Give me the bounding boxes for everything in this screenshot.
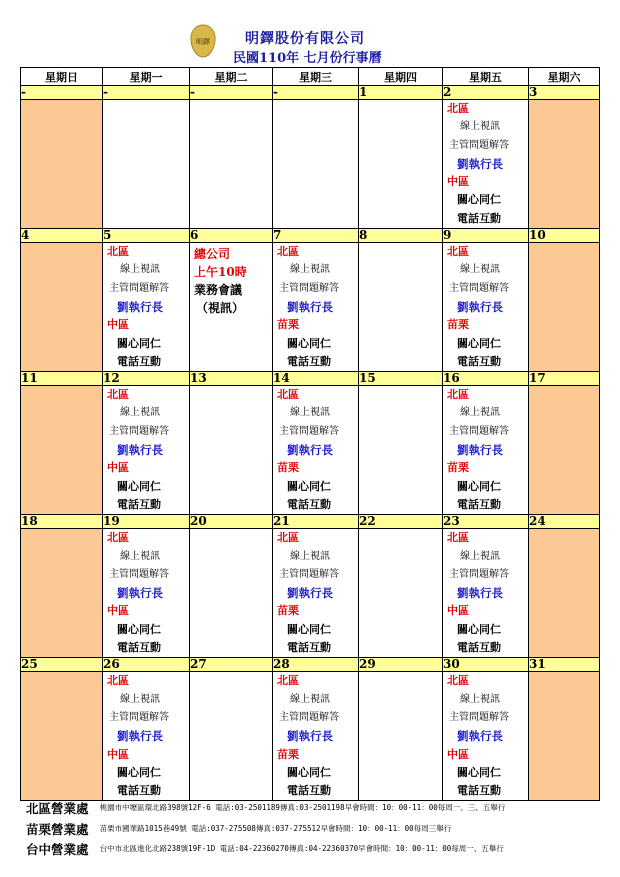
qa-label: 主管問題解答: [449, 282, 509, 294]
day-cell: [359, 672, 443, 801]
qa-label: 主管問題解答: [109, 425, 169, 437]
region-central-label: 中區: [447, 175, 469, 189]
region-north-label: 北區: [447, 245, 469, 259]
care-label: 關心同仁: [457, 336, 501, 350]
phone-label: 電話互動: [457, 211, 501, 225]
day-cell: [273, 672, 359, 801]
meeting-format: （視訊）: [196, 301, 245, 316]
event-block: [103, 672, 189, 800]
care-label: 關心同仁: [287, 336, 331, 350]
online-video-label: 線上視訊: [120, 407, 160, 419]
date-number: 2: [443, 86, 529, 100]
care-label: 關心同仁: [457, 193, 501, 207]
executive-label: 劉執行長: [457, 299, 503, 314]
day-cell: [190, 529, 273, 658]
footer-office-north: [26, 797, 505, 817]
phone-label: 電話互動: [117, 641, 161, 655]
header: [0, 0, 620, 66]
day-cell: [273, 243, 359, 372]
day-cell: [273, 386, 359, 515]
region-north-label: 北區: [277, 531, 299, 545]
date-number: 24: [529, 515, 600, 529]
day-cell: [103, 529, 190, 658]
qa-label: 主管問題解答: [449, 568, 509, 580]
date-number: -: [21, 86, 103, 100]
svg-text:明鐸: 明鐸: [196, 38, 210, 46]
qa-label: 主管問題解答: [279, 711, 339, 723]
day-cell: [103, 100, 190, 229]
day-cell: [443, 672, 529, 801]
day-cell: [21, 672, 103, 801]
region-north-label: 北區: [447, 674, 469, 688]
online-video-label: 線上視訊: [290, 550, 330, 562]
hq-meeting-block: [190, 243, 272, 317]
date-number: 19: [103, 515, 190, 529]
region-north-label: 北區: [277, 674, 299, 688]
date-number: 29: [359, 658, 443, 672]
date-number: 10: [529, 229, 600, 243]
date-number: 31: [529, 658, 600, 672]
phone-label: 電話互動: [117, 784, 161, 798]
office-name: 苗栗營業處: [26, 821, 89, 837]
event-block: [103, 243, 189, 371]
date-row: [21, 86, 600, 100]
weekday-sat: 星期六: [529, 68, 600, 86]
day-cell: [529, 243, 600, 372]
weekday-wed: 星期三: [273, 68, 359, 86]
day-cell: [103, 386, 190, 515]
qa-label: 主管問題解答: [109, 711, 169, 723]
date-number: 9: [443, 229, 529, 243]
date-number: 8: [359, 229, 443, 243]
executive-label: 劉執行長: [287, 729, 333, 744]
date-number: 12: [103, 372, 190, 386]
region-miaoli-label: 苗栗: [447, 318, 469, 332]
date-number: 26: [103, 658, 190, 672]
executive-label: 劉執行長: [117, 443, 163, 458]
region-central-label: 中區: [447, 604, 469, 618]
phone-label: 電話互動: [457, 354, 501, 368]
calendar-table: [20, 67, 600, 801]
care-label: 關心同仁: [117, 765, 161, 779]
day-cell: [190, 100, 273, 229]
date-row: [21, 658, 600, 672]
online-video-label: 線上視訊: [460, 550, 500, 562]
hq-label: 總公司: [194, 247, 231, 262]
phone-label: 電話互動: [287, 784, 331, 798]
day-cell: [529, 386, 600, 515]
day-cell: [103, 243, 190, 372]
week-body-row: [21, 243, 600, 372]
qa-label: 主管問題解答: [449, 139, 509, 151]
online-video-label: 線上視訊: [120, 550, 160, 562]
office-info: 苗栗市國華路1015巷49號 電話:037-275508傳真:037-275512早會時間：10：00-11：00每周三舉行: [99, 824, 452, 833]
executive-label: 劉執行長: [117, 729, 163, 744]
date-number: 20: [190, 515, 273, 529]
date-number: 21: [273, 515, 359, 529]
company-name: 明鐸股份有限公司: [245, 31, 365, 47]
day-cell: [359, 100, 443, 229]
week-body-row: [21, 529, 600, 658]
qa-label: 主管問題解答: [279, 568, 339, 580]
executive-label: 劉執行長: [117, 586, 163, 601]
meeting-time: 上午10時: [194, 265, 247, 280]
region-north-label: 北區: [107, 245, 129, 259]
date-number: 14: [273, 372, 359, 386]
region-north-label: 北區: [277, 245, 299, 259]
day-cell: [529, 100, 600, 229]
date-number: 7: [273, 229, 359, 243]
event-block: [443, 529, 528, 657]
date-number: -: [190, 86, 273, 100]
event-block: [273, 529, 358, 657]
phone-label: 電話互動: [457, 784, 501, 798]
day-cell: [273, 529, 359, 658]
day-cell: [443, 386, 529, 515]
day-cell: [359, 529, 443, 658]
date-number: 16: [443, 372, 529, 386]
executive-label: 劉執行長: [457, 156, 503, 171]
executive-label: 劉執行長: [457, 586, 503, 601]
day-cell: [21, 529, 103, 658]
care-label: 關心同仁: [117, 622, 161, 636]
online-video-label: 線上視訊: [460, 407, 500, 419]
date-number: 22: [359, 515, 443, 529]
online-video-label: 線上視訊: [460, 264, 500, 276]
day-cell: [21, 243, 103, 372]
online-video-label: 線上視訊: [290, 264, 330, 276]
office-info: 台中市北區進化北路238號19F-1D 電話:04-22360270傳真:04-22360370早會時間：10：00-11：00每周一、五舉行: [99, 844, 504, 853]
date-number: 1: [359, 86, 443, 100]
region-central-label: 中區: [107, 604, 129, 618]
event-block: [443, 386, 528, 514]
date-number: 5: [103, 229, 190, 243]
date-number: 17: [529, 372, 600, 386]
online-video-label: 線上視訊: [120, 693, 160, 705]
week-body-row: [21, 672, 600, 801]
region-north-label: 北區: [107, 674, 129, 688]
event-block: [443, 243, 528, 371]
date-row: [21, 515, 600, 529]
care-label: 關心同仁: [457, 479, 501, 493]
day-cell: [359, 243, 443, 372]
executive-label: 劉執行長: [287, 586, 333, 601]
care-label: 關心同仁: [457, 622, 501, 636]
care-label: 關心同仁: [117, 479, 161, 493]
online-video-label: 線上視訊: [460, 121, 500, 133]
executive-label: 劉執行長: [287, 299, 333, 314]
day-cell: [103, 672, 190, 801]
date-number: 11: [21, 372, 103, 386]
date-number: 28: [273, 658, 359, 672]
phone-label: 電話互動: [287, 497, 331, 511]
region-miaoli-label: 苗栗: [277, 747, 299, 761]
executive-label: 劉執行長: [457, 729, 503, 744]
region-miaoli-label: 苗栗: [277, 461, 299, 475]
qa-label: 主管問題解答: [279, 425, 339, 437]
phone-label: 電話互動: [457, 497, 501, 511]
qa-label: 主管問題解答: [449, 711, 509, 723]
day-cell: [529, 529, 600, 658]
weekday-mon: 星期一: [103, 68, 190, 86]
executive-label: 劉執行長: [457, 443, 503, 458]
region-central-label: 中區: [107, 461, 129, 475]
day-cell: [190, 386, 273, 515]
care-label: 關心同仁: [287, 479, 331, 493]
qa-label: 主管問題解答: [279, 282, 339, 294]
region-central-label: 中區: [107, 747, 129, 761]
day-cell: [190, 243, 273, 372]
date-row: [21, 372, 600, 386]
care-label: 關心同仁: [117, 336, 161, 350]
event-block: [273, 672, 358, 800]
region-north-label: 北區: [447, 388, 469, 402]
calendar-title: 民國110年 七月份行事曆: [233, 51, 382, 66]
qa-label: 主管問題解答: [109, 568, 169, 580]
phone-label: 電話互動: [287, 354, 331, 368]
day-cell: [359, 386, 443, 515]
phone-label: 電話互動: [117, 497, 161, 511]
event-block: [103, 529, 189, 657]
region-miaoli-label: 苗栗: [447, 461, 469, 475]
date-number: 4: [21, 229, 103, 243]
company-logo-icon: [189, 24, 217, 58]
executive-label: 劉執行長: [117, 299, 163, 314]
region-north-label: 北區: [277, 388, 299, 402]
weekday-fri: 星期五: [443, 68, 529, 86]
meeting-name: 業務會議: [194, 283, 243, 298]
date-number: 23: [443, 515, 529, 529]
week-body-row: [21, 100, 600, 229]
online-video-label: 線上視訊: [290, 693, 330, 705]
date-number: 3: [529, 86, 600, 100]
care-label: 關心同仁: [287, 765, 331, 779]
day-cell: [443, 243, 529, 372]
date-number: -: [273, 86, 359, 100]
region-north-label: 北區: [447, 102, 469, 115]
region-miaoli-label: 苗栗: [277, 318, 299, 332]
region-central-label: 中區: [447, 747, 469, 761]
date-number: -: [103, 86, 190, 100]
day-cell: [273, 100, 359, 229]
executive-label: 劉執行長: [287, 443, 333, 458]
event-block: [443, 672, 528, 800]
day-cell: [21, 100, 103, 229]
footer-office-taichung: [26, 838, 504, 858]
date-row: [21, 229, 600, 243]
date-number: 6: [190, 229, 273, 243]
date-number: 18: [21, 515, 103, 529]
footer-office-miaoli: [26, 818, 451, 838]
phone-label: 電話互動: [287, 641, 331, 655]
date-number: 25: [21, 658, 103, 672]
weekday-thu: 星期四: [359, 68, 443, 86]
region-north-label: 北區: [447, 531, 469, 545]
qa-label: 主管問題解答: [109, 282, 169, 294]
date-number: 13: [190, 372, 273, 386]
office-name: 北區營業處: [26, 800, 89, 816]
date-number: 30: [443, 658, 529, 672]
region-north-label: 北區: [107, 388, 129, 402]
weekday-header-row: [21, 68, 600, 86]
phone-label: 電話互動: [117, 354, 161, 368]
office-info: 桃園市中壢區環北路398號12F-6 電話:03-2501189傳真:03-2501198早會時間：10：00-11：00每周一、三、五舉行: [99, 803, 506, 812]
phone-label: 電話互動: [457, 641, 501, 655]
online-video-label: 線上視訊: [290, 407, 330, 419]
day-cell: [443, 529, 529, 658]
weekday-tue: 星期二: [190, 68, 273, 86]
day-cell: [190, 672, 273, 801]
date-number: 27: [190, 658, 273, 672]
event-block: [103, 386, 189, 514]
week-body-row: [21, 386, 600, 515]
region-north-label: 北區: [107, 531, 129, 545]
care-label: 關心同仁: [287, 622, 331, 636]
event-block: [443, 100, 528, 228]
care-label: 關心同仁: [457, 765, 501, 779]
day-cell: [529, 672, 600, 801]
region-central-label: 中區: [107, 318, 129, 332]
day-cell: [443, 100, 529, 229]
date-number: 15: [359, 372, 443, 386]
event-block: [273, 243, 358, 371]
online-video-label: 線上視訊: [120, 264, 160, 276]
region-miaoli-label: 苗栗: [277, 604, 299, 618]
day-cell: [21, 386, 103, 515]
weekday-sun: 星期日: [21, 68, 103, 86]
online-video-label: 線上視訊: [460, 693, 500, 705]
office-name: 台中營業處: [26, 841, 89, 857]
qa-label: 主管問題解答: [449, 425, 509, 437]
event-block: [273, 386, 358, 514]
